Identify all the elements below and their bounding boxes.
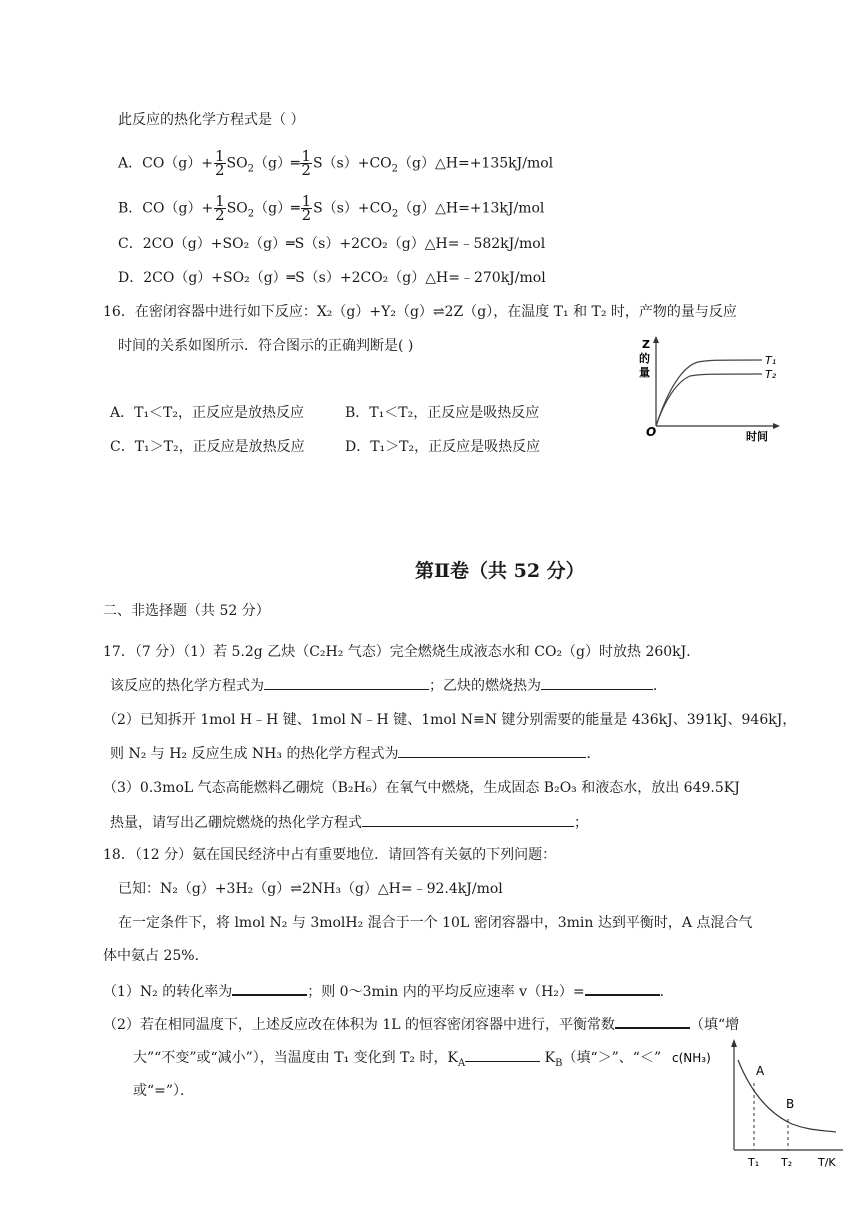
svg-text:的: 的	[639, 352, 650, 365]
graph-x-label: 时间	[746, 430, 768, 443]
answer-blank[interactable]	[465, 1047, 540, 1062]
curve-t1-label: T₁	[765, 354, 777, 367]
q18-line2: 已知：N₂（g）+3H₂（g）⇌2NH₃（g）△H=﹣92.4kJ/mol	[118, 881, 503, 897]
curve-t2-label: T₂	[765, 368, 777, 381]
t1-label: T₁	[748, 1156, 760, 1169]
answer-blank[interactable]	[615, 1013, 690, 1029]
q18-line5: （1）N₂ 的转化率为 ；则 0～3min 内的平均反应速率 v（H₂）= ．	[103, 980, 674, 1002]
q18-line7: 大”“不变”或“减小”），当温度由 T₁ 变化到 T₂ 时，$K_A$ $K_B$（填“＞”、“＜”	[133, 1047, 661, 1074]
q17-line5: （3）0.3moL 气态高能燃料乙硼烷（B₂H₆）在氧气中燃烧，生成固态 B₂O₃ 和液态水，放出 649.5KJ	[103, 780, 740, 796]
q16-option-d[interactable]: D．T₁＞T₂，正反应是吸热反应	[345, 439, 541, 455]
q16-stem-line2: 时间的关系如图所示．符合图示的正确判断是( )	[118, 338, 414, 354]
q17-line4: 则 N₂ 与 H₂ 反应生成 NH₃ 的热化学方程式为 ．	[110, 743, 600, 764]
fraction: $\frac{1}{2}$	[215, 192, 225, 224]
q16-graph	[628, 334, 788, 446]
q18-line1: 18．（12 分）氨在国民经济中占有重要地位．请回答有关氨的下列问题：	[103, 847, 557, 863]
curve-t2	[656, 374, 762, 426]
answer-blank[interactable]	[362, 812, 574, 827]
q18-line4: 体中氨占 25%．	[103, 948, 209, 964]
part2-title: 第Ⅱ卷（共 52 分）	[415, 560, 585, 582]
q16-option-c[interactable]: C．T₁＞T₂，正反应是放热反应	[110, 439, 305, 455]
q16-stem-line1: 16．在密闭容器中进行如下反应：X₂（g）+Y₂（g）⇌2Z（g），在温度 T₁ 和 T₂ 时，产物的量与反应	[103, 304, 737, 320]
q15-option-b[interactable]: B．CO（g）+ $\frac{1}{2}$ $SO_2(g)═$ $\frac{1}{2}$ $S(s)+CO_2(g)\triangle H=+13kJ$/mol	[118, 192, 545, 224]
answer-blank[interactable]	[398, 743, 586, 758]
q16-option-a[interactable]: A．T₁＜T₂，正反应是放热反应	[110, 405, 305, 421]
t2-label: T₂	[781, 1156, 793, 1169]
answer-blank[interactable]	[264, 675, 429, 690]
q17-line2: 该反应的热化学方程式为 ；乙炔的燃烧热为 ．	[110, 675, 667, 696]
q18-line3: 在一定条件下，将 lmol N₂ 与 3molH₂ 混合于一个 10L 密闭容器中，3min 达到平衡时，A 点混合气	[118, 915, 753, 931]
graph-y-label: c(NH₃)	[672, 1051, 711, 1065]
fraction: $\frac{1}{2}$	[215, 147, 225, 179]
svg-text:量: 量	[639, 366, 650, 379]
q16-option-b[interactable]: B．T₁＜T₂，正反应是吸热反应	[345, 405, 540, 421]
q15-stem: 此反应的热化学方程式是（ ）	[118, 112, 305, 128]
q17-line6: 热量，请写出乙硼烷燃烧的热化学方程式 ；	[110, 812, 588, 833]
q18-graph	[668, 1038, 848, 1174]
point-a-label: A	[756, 1064, 765, 1078]
q15-option-a[interactable]: A．CO（g）+ $\frac{1}{2}$ $SO_2(g)═$ $\frac{1}{2}$ $S(s)+CO_2(g)\triangle H=+135kJ$/mol	[118, 147, 554, 179]
answer-blank[interactable]	[232, 980, 307, 996]
point-b-label: B	[786, 1097, 795, 1111]
answer-blank[interactable]	[585, 980, 660, 996]
q17-line1: 17．（7 分）（1）若 5.2g 乙炔（C₂H₂ 气态）完全燃烧生成液态水和 CO₂（g）时放热 260kJ．	[103, 644, 701, 660]
graph-x-label: T/K	[818, 1156, 836, 1169]
q18-line8: 或“=”）．	[133, 1083, 195, 1099]
q15-option-d[interactable]: D．2CO（g）+SO₂（g）═S（s）+2CO₂（g）△H=﹣270kJ/mol	[118, 270, 546, 286]
answer-blank[interactable]	[541, 675, 653, 690]
curve-nh3	[738, 1060, 836, 1132]
q18-line6: （2）若在相同温度下，上述反应改在体积为 1L 的恒容密闭容器中进行，平衡常数 （填“增	[103, 1013, 739, 1035]
q15-option-c[interactable]: C．2CO（g）+SO₂（g）═S（s）+2CO₂（g）△H=﹣582kJ/mol	[118, 236, 546, 252]
graph-origin: O	[646, 425, 657, 439]
q17-line3: （2）已知拆开 1mol H﹣H 键、1mol N﹣H 键、1mol N≡N 键分别需要的能量是 436kJ、391kJ、946kJ，	[103, 712, 797, 728]
section2-heading: 二、非选择题（共 52 分）	[103, 603, 270, 619]
graph-y-label: Z	[642, 338, 650, 351]
